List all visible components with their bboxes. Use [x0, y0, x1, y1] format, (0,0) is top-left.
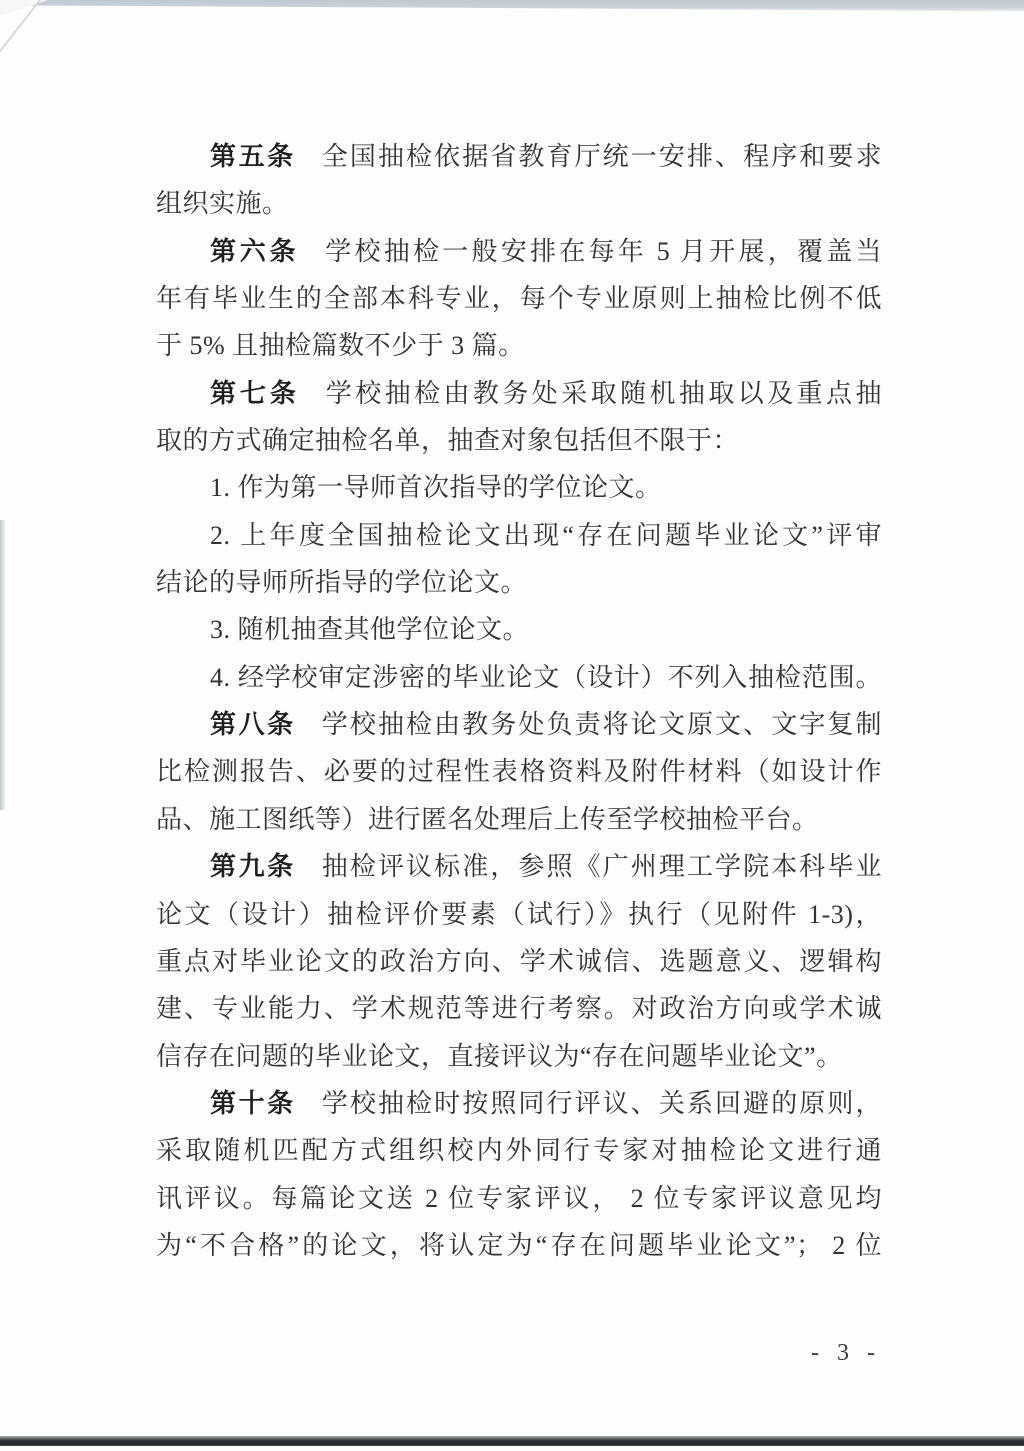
doc-line — [156, 1033, 882, 1080]
doc-line-text: 学校抽检时按照同行评议、关系回避的原则， — [321, 1088, 882, 1118]
article-5-label: 第五条 — [210, 142, 296, 171]
page-number: - 3 - — [811, 1340, 881, 1366]
doc-line — [156, 275, 882, 322]
doc-line-text: 为“不合格”的论文，将认定为“存在问题毕业论文”； 2 位 — [156, 1230, 882, 1260]
doc-line — [156, 891, 882, 938]
doc-line-text: 学校抽检由教务处采取随机抽取以及重点抽 — [325, 378, 882, 408]
doc-line-text: 年有毕业生的全部本科专业，每个专业原则上抽检比例不低 — [156, 284, 882, 314]
doc-line-item-2 — [156, 512, 882, 559]
doc-line — [156, 559, 882, 606]
article-6-label: 第六条 — [210, 236, 300, 266]
doc-line — [156, 748, 882, 795]
doc-line — [156, 938, 882, 985]
doc-line-text: 建、专业能力、学术规范等进行考察。对政治方向或学术诚 — [156, 994, 882, 1024]
doc-line-text: 于 5% 且抽检篇数不少于 3 篇。 — [156, 331, 525, 361]
doc-line — [156, 985, 882, 1032]
doc-line — [156, 1175, 882, 1222]
doc-line-article-5 — [156, 133, 882, 180]
doc-line-text: 品、施工图纸等）进行匿名处理后上传至学校抽检平台。 — [156, 804, 819, 834]
scan-top-edge — [0, 0, 1024, 14]
article-9-label: 第九条 — [210, 852, 296, 882]
doc-line — [156, 417, 882, 464]
doc-line-text: 组织实施。 — [156, 189, 289, 219]
doc-line — [156, 1127, 882, 1174]
doc-line-text: 学校抽检一般安排在每年 5 月开展，覆盖当 — [325, 236, 882, 266]
doc-line-text: 4. 经学校审定涉密的毕业论文（设计）不列入抽检范围。 — [210, 662, 882, 692]
article-7-label: 第七条 — [210, 378, 300, 408]
doc-line-text: 2. 上年度全国抽检论文出现“存在问题毕业论文”评审 — [210, 520, 882, 550]
doc-line-text: 采取随机匹配方式组织校内外同行专家对抽检论文进行通 — [156, 1136, 882, 1166]
doc-line — [156, 180, 882, 227]
doc-line — [156, 1222, 882, 1269]
doc-line-article-9 — [156, 843, 882, 890]
scan-left-shadow — [0, 520, 6, 810]
doc-line-article-8 — [156, 701, 882, 748]
doc-line-item-1 — [156, 464, 882, 511]
doc-line-text: 重点对毕业论文的政治方向、学术诚信、选题意义、逻辑构 — [156, 946, 882, 976]
scan-bottom-edge — [0, 1436, 1024, 1446]
doc-line — [156, 322, 882, 369]
doc-line-text: 1. 作为第一导师首次指导的学位论文。 — [210, 473, 662, 503]
doc-line-text: 3. 随机抽查其他学位论文。 — [210, 615, 530, 645]
doc-line-text: 比检测报告、必要的过程性表格资料及附件材料（如设计作 — [156, 757, 882, 787]
doc-line-item-3 — [156, 606, 882, 653]
doc-line-article-7 — [156, 370, 882, 417]
doc-line-article-10 — [156, 1080, 882, 1127]
doc-line-text: 全国抽检依据省教育厅统一安排、程序和要求 — [321, 142, 882, 171]
doc-line-text: 学校抽检由教务处负责将论文原文、文字复制 — [321, 710, 882, 740]
page-corner-fold — [0, 0, 48, 16]
doc-line-text: 取的方式确定抽检名单，抽查对象包括但不限于： — [156, 426, 740, 456]
doc-line — [156, 796, 882, 843]
doc-line-text: 讯评议。每篇论文送 2 位专家评议， 2 位专家评议意见均 — [156, 1183, 882, 1213]
doc-line-text: 抽检评议标准，参照《广州理工学院本科毕业 — [321, 852, 882, 882]
article-10-label: 第十条 — [210, 1088, 296, 1118]
document-body — [156, 133, 882, 1269]
article-8-label: 第八条 — [210, 710, 296, 740]
doc-line-text: 信存在问题的毕业论文，直接评议为“存在问题毕业论文”。 — [156, 1041, 843, 1071]
doc-line-article-6 — [156, 228, 882, 275]
doc-line-text: 论文（设计）抽检评价要素（试行）》执行（见附件 1-3)， — [156, 899, 882, 929]
doc-line-item-4 — [156, 654, 882, 701]
doc-line-text: 结论的导师所指导的学位论文。 — [156, 568, 528, 598]
